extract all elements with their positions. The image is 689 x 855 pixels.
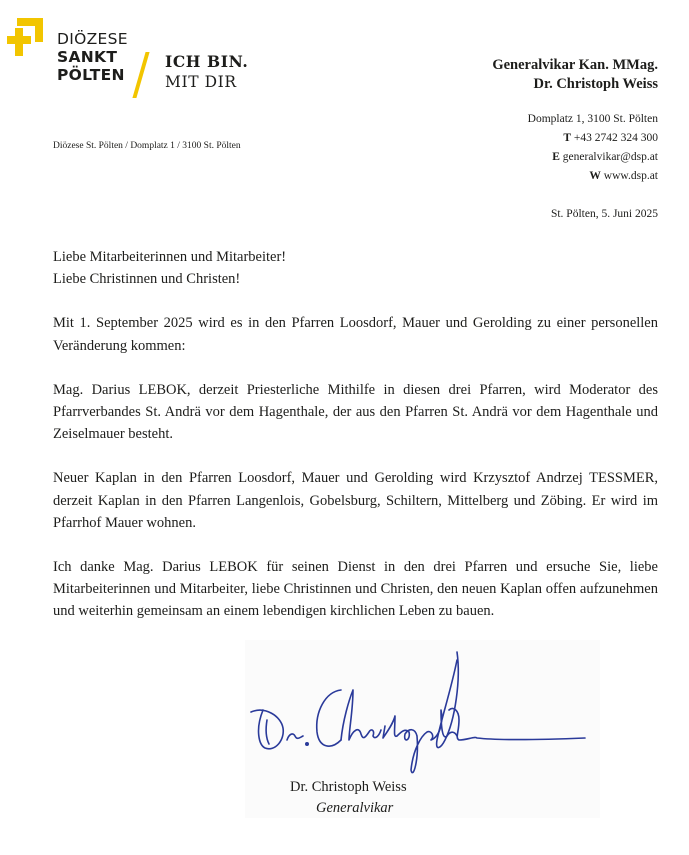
logo-line-2: SANKT (57, 48, 118, 66)
signatory-name: Dr. Christoph Weiss (290, 779, 407, 795)
logo-divider (132, 52, 149, 98)
web-value: www.dsp.at (603, 170, 658, 182)
letter-date: St. Pölten, 5. Juni 2025 (550, 208, 658, 220)
claim-line-1: ICH BIN. (165, 52, 249, 71)
paragraph-4: Ich danke Mag. Darius LEBOK für seinen Dienst in den drei Pfarren und ersuche Sie, liebe Mitarbeiterinnen und Mitarbeiter, liebe Christinnen und Christen, den neuen Kaplan offen aufzunehmen und weiterhin gemeinsam an einem lebendigen kirchlichen Leben zu bauen. (53, 559, 658, 620)
paragraph-1: Mit 1. September 2025 wird es in den Pfarren Loosdorf, Mauer und Gerolding zu einer personellen Veränderung kommen: (53, 315, 658, 354)
contact-phone (528, 129, 658, 148)
phone-value: +43 2742 324 300 (573, 132, 658, 144)
paragraph-3: Neuer Kaplan in den Pfarren Loosdorf, Mauer und Gerolding wird Krzysztof Andrzej TESSMER, derzeit Kaplan in den Pfarren Langenlois, Gobelsburg, Schiltern, Mittelberg und Zöbing. Er wird im Pfarrhof Mauer wohnen. (53, 470, 658, 531)
paragraph-2: Mag. Darius LEBOK, derzeit Priesterliche Mithilfe in diesen drei Pfarren, wird Moderator des Pfarrverbandes St. Andrä vor dem Hagenthale, der aus den Pfarren St. Andrä vor dem Hagenthale und Zeiselmauer besteht. (53, 381, 658, 443)
sender-title (492, 56, 658, 94)
letter-body (53, 246, 658, 645)
contact-block (528, 110, 658, 186)
email-value: generalvikar@dsp.at (562, 151, 658, 163)
greeting-line-1: Liebe Mitarbeiterinnen und Mitarbeiter! (53, 249, 287, 265)
sender-title-line-2: Dr. Christoph Weiss (533, 76, 658, 92)
logo-line-3: PÖLTEN (57, 66, 125, 84)
logo-wordmark (57, 30, 128, 84)
signatory-role: Generalvikar (316, 800, 394, 816)
logo-line-1: DIÖZESE (57, 30, 128, 48)
greeting-line-2: Liebe Christinnen und Christen! (53, 271, 241, 288)
contact-web (528, 167, 658, 186)
phone-label: T (563, 132, 571, 144)
cross-logo-icon (5, 16, 45, 58)
sender-title-line-1: Generalvikar Kan. MMag. (492, 57, 658, 73)
diocese-logo (5, 16, 255, 94)
logo-claim (165, 52, 248, 92)
return-address: Diözese St. Pölten / Domplatz 1 / 3100 St. Pölten (53, 141, 241, 151)
greeting (53, 246, 658, 290)
contact-email (528, 148, 658, 167)
contact-address: Domplatz 1, 3100 St. Pölten (527, 113, 658, 125)
email-label: E (552, 151, 560, 163)
web-label: W (589, 170, 601, 182)
claim-line-2: MIT DIR (165, 73, 237, 91)
